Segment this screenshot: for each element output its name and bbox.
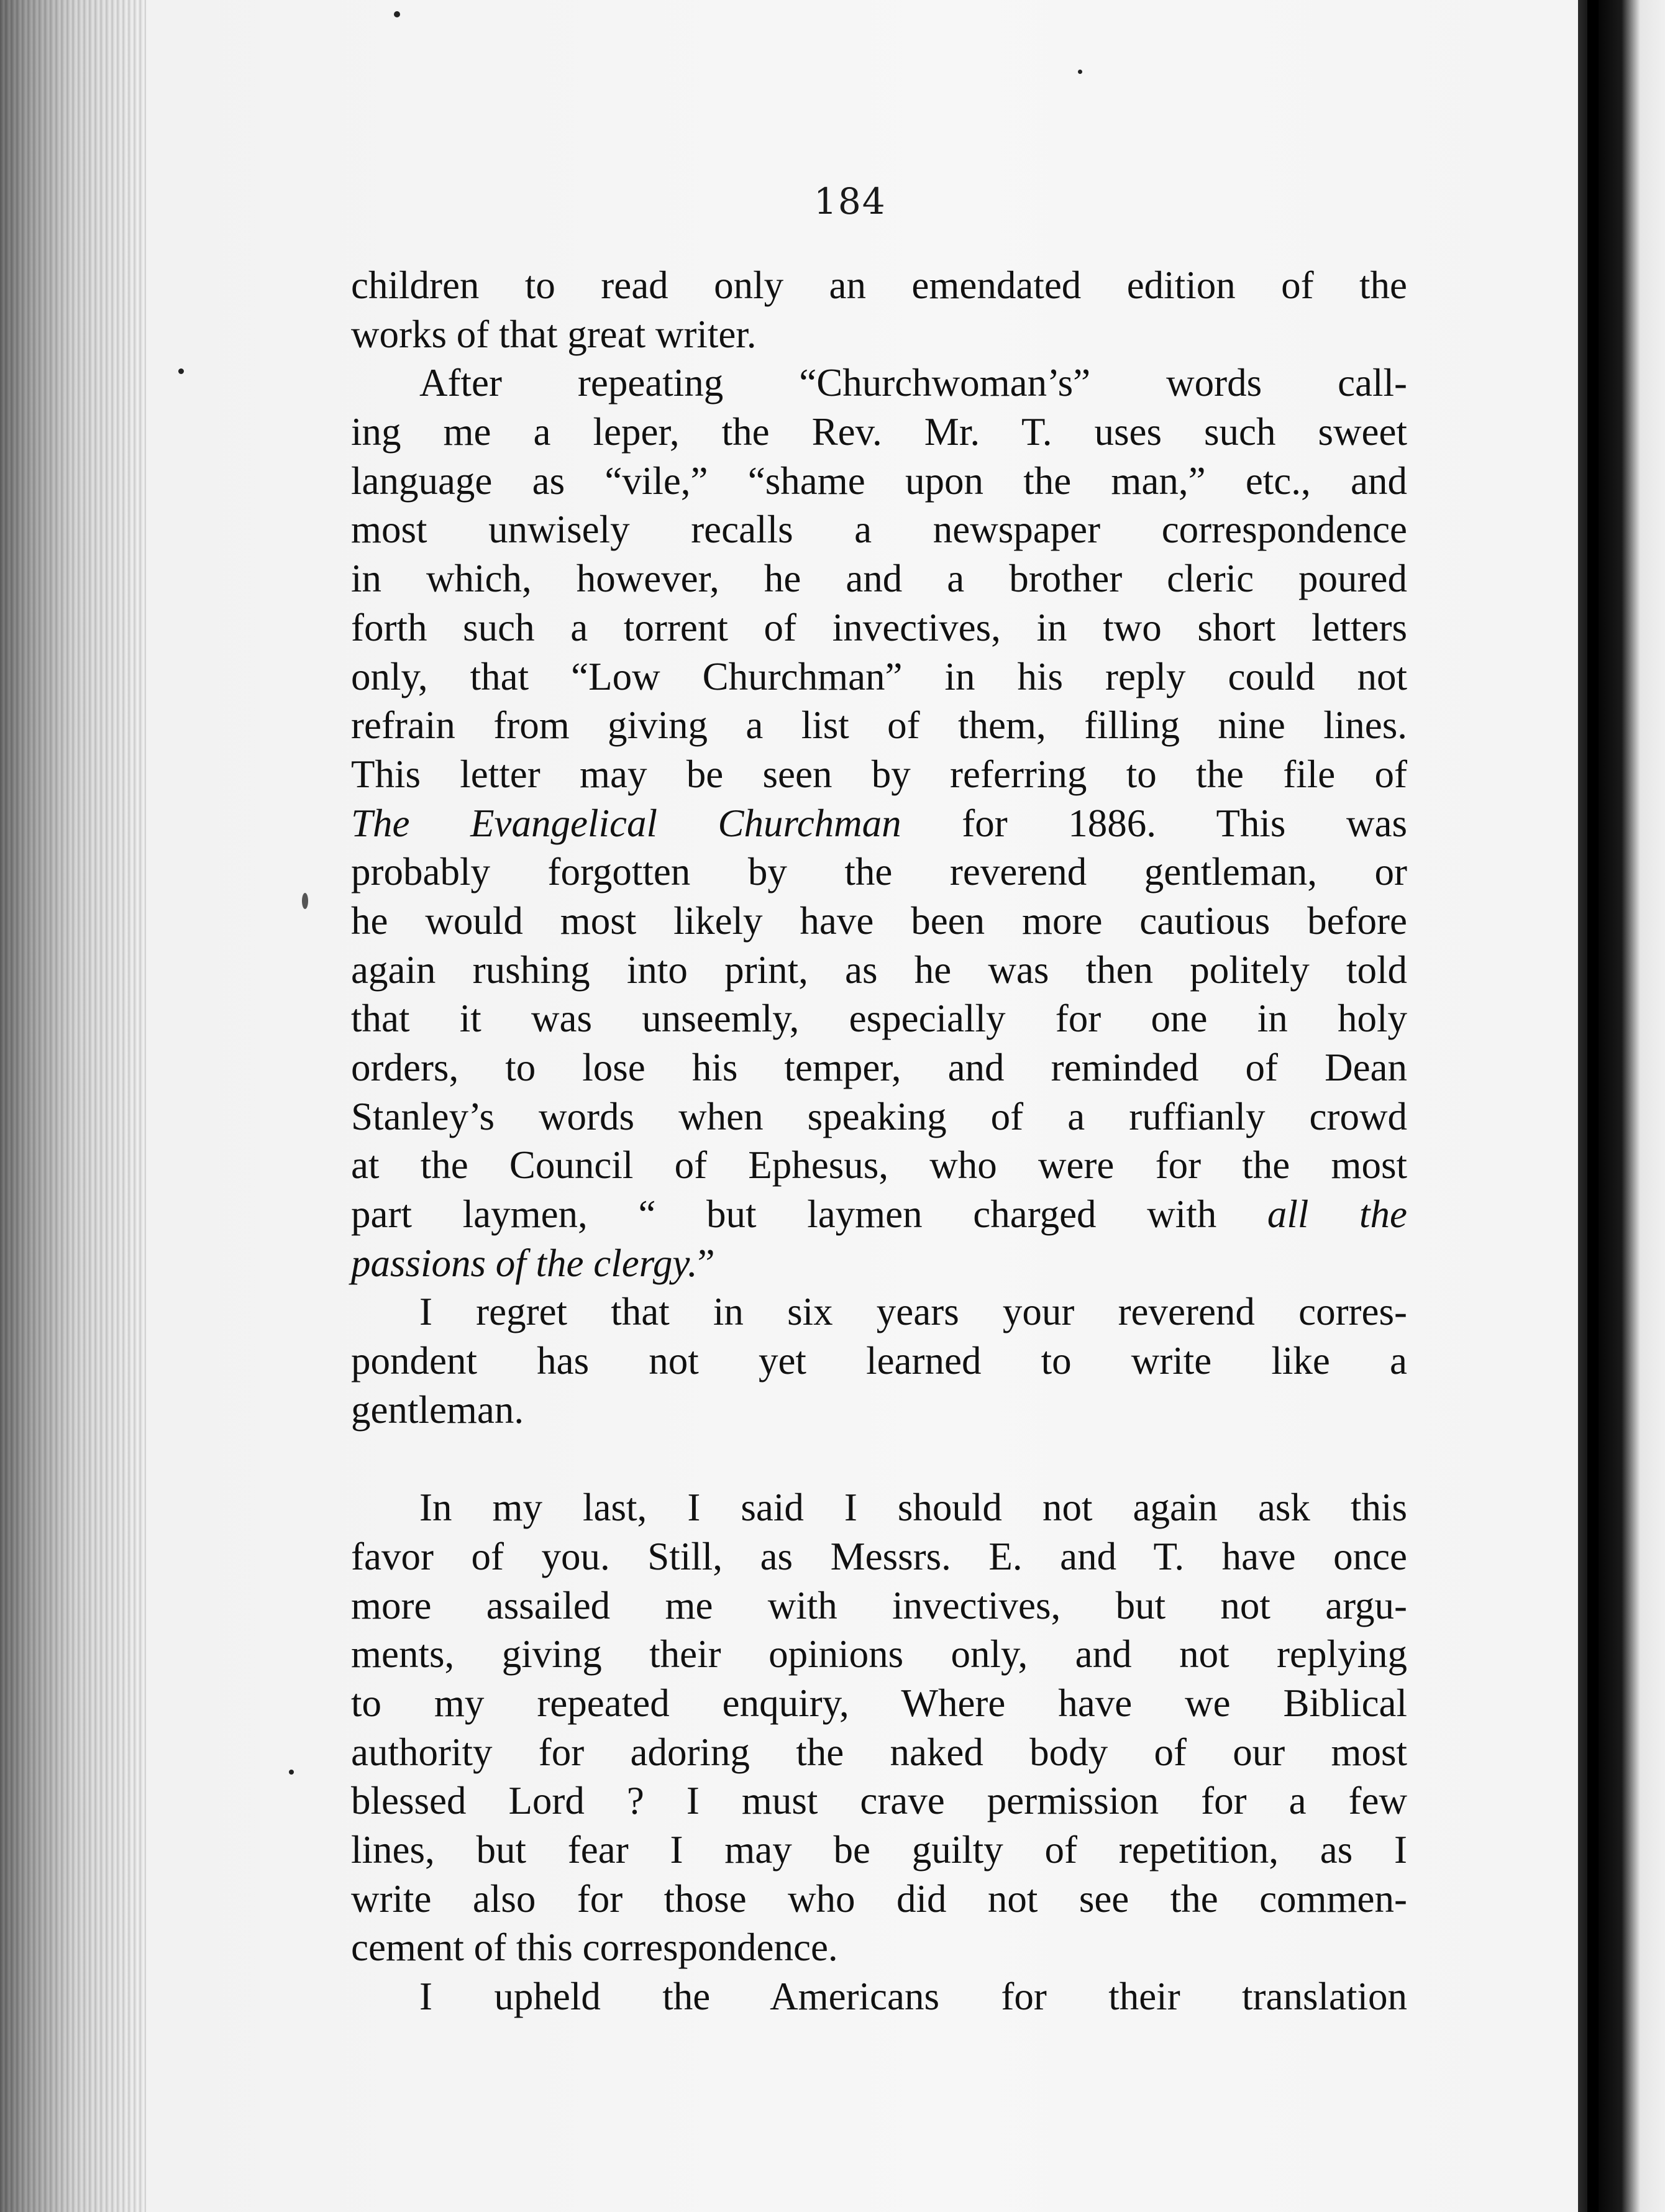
line-text: forth such a torrent of invectives, in two short letters [351, 605, 1407, 649]
text-line [351, 1043, 1407, 1092]
line-text: This letter may be seen by referring to the file of [351, 752, 1407, 796]
text-line [351, 457, 1407, 506]
text-line [351, 1776, 1407, 1826]
line-text: in which, however, he and a brother cleric poured [351, 557, 1407, 601]
text-line [351, 1826, 1407, 1875]
text-line [351, 408, 1407, 457]
page-edge-stack [0, 0, 146, 2212]
text-line [351, 1239, 1407, 1288]
text-line [351, 1679, 1407, 1728]
text-line [351, 1386, 1407, 1435]
line-text: I upheld the Americans for their translation [419, 1975, 1407, 2019]
line-text: to my repeated enquiry, Where have we Biblical [351, 1681, 1407, 1725]
line-text: pondent has not yet learned to write like a [351, 1339, 1407, 1383]
text-line [351, 1190, 1407, 1239]
text-line [351, 261, 1407, 310]
text-line [351, 652, 1407, 702]
scan-speck [289, 1770, 294, 1775]
text-line [351, 310, 1407, 359]
scan-speck [1078, 70, 1082, 74]
line-text: ” [697, 1241, 715, 1285]
line-text: again rushing into print, as he was then politely told [351, 948, 1407, 992]
text-line [351, 359, 1407, 408]
line-text: After repeating “Churchwoman’s” words call- [419, 361, 1407, 405]
line-text: gentleman. [351, 1387, 524, 1432]
line-text: only, that “Low Churchman” in his reply could not [351, 654, 1407, 698]
text-line [351, 701, 1407, 750]
text-line [351, 750, 1407, 799]
line-text: In my last, I said I should not again ask this [419, 1486, 1407, 1530]
line-text: favor of you. Still, as Messrs. E. and T. have once [351, 1534, 1407, 1578]
line-text: he would most likely have been more cautious before [351, 898, 1407, 943]
text-line [351, 1630, 1407, 1679]
page-number: 184 [814, 180, 887, 222]
line-text: probably forgotten by the reverend gentleman, or [351, 850, 1407, 894]
line-text: cement of this correspondence. [351, 1926, 838, 1970]
italic-text: all the [1267, 1192, 1407, 1236]
text-line [351, 1923, 1407, 1972]
scan-speck [178, 368, 184, 374]
text-line [351, 1532, 1407, 1581]
text-line [351, 1337, 1407, 1386]
text-line [351, 799, 1407, 848]
text-line [351, 1141, 1407, 1190]
line-text: part laymen, “ but laymen charged with [351, 1192, 1267, 1236]
line-text: I regret that in six years your reverend corres- [419, 1290, 1407, 1334]
line-text: language as “vile,” “shame upon the man,” etc., and [351, 459, 1407, 503]
line-text: works of that great writer. [351, 312, 757, 356]
text-line [351, 1092, 1407, 1141]
line-text: authority for adoring the naked body of our most [351, 1730, 1407, 1774]
text-line [351, 1728, 1407, 1777]
line-text: Stanley’s words when speaking of a ruffianly crowd [351, 1094, 1407, 1138]
text-line [351, 603, 1407, 652]
body-text [351, 261, 1407, 2021]
line-text: write also for those who did not see the commen- [351, 1876, 1407, 1921]
line-text: ments, giving their opinions only, and not replying [351, 1632, 1407, 1676]
italic-text: passions of the clergy. [351, 1241, 698, 1285]
line-text: blessed Lord ? I must crave permission for a few [351, 1779, 1407, 1823]
line-text: lines, but fear I may be guilty of repetition, as I [351, 1828, 1407, 1872]
line-text: at the Council of Ephesus, who were for the most [351, 1143, 1407, 1187]
line-text: more assailed me with invectives, but not argu- [351, 1583, 1407, 1627]
line-text: children to read only an emendated edition of the [351, 263, 1407, 307]
line-text: refrain from giving a list of them, filling nine lines. [351, 703, 1407, 747]
scan-speck [394, 11, 400, 17]
line-text: most unwisely recalls a newspaper correspondence [351, 508, 1407, 552]
text-line [351, 1581, 1407, 1630]
italic-text: The Evangelical Churchman [351, 801, 901, 845]
text-line [351, 946, 1407, 995]
text-line [351, 1972, 1407, 2021]
paragraph-gap [351, 1435, 1407, 1484]
binding-rule [1587, 0, 1599, 2212]
text-line [351, 897, 1407, 946]
text-line [351, 848, 1407, 897]
line-text: that it was unseemly, especially for one in holy [351, 997, 1407, 1041]
text-line [351, 1875, 1407, 1924]
line-text: ing me a leper, the Rev. Mr. T. uses such sweet [351, 410, 1407, 454]
text-line [351, 994, 1407, 1043]
text-line [351, 505, 1407, 554]
text-line [351, 1287, 1407, 1337]
scan-speck [302, 893, 308, 909]
text-line [351, 554, 1407, 603]
text-line [351, 1483, 1407, 1532]
line-text: for 1886. This was [901, 801, 1407, 845]
line-text: orders, to lose his temper, and reminded of Dean [351, 1046, 1407, 1089]
